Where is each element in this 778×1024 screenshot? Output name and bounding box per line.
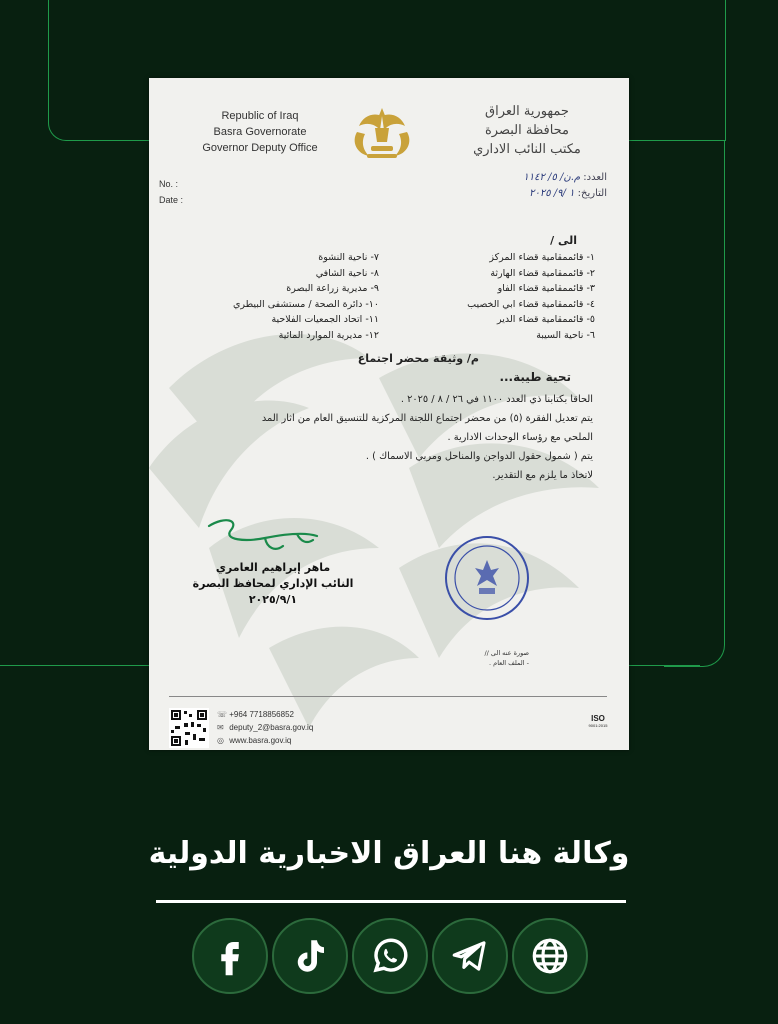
ar-date-label: التاريخ: bbox=[577, 188, 607, 199]
letter-body bbox=[173, 390, 593, 485]
agency-underline bbox=[156, 900, 626, 903]
reference-arabic bbox=[523, 170, 607, 202]
globe-icon bbox=[529, 935, 571, 977]
ar-number-label: العدد: bbox=[583, 172, 607, 183]
official-letter bbox=[149, 78, 629, 750]
addressee-item: ١- قائممقامية قضاء المركز bbox=[489, 252, 595, 263]
email-icon: ✉ bbox=[217, 723, 224, 732]
whatsapp-icon bbox=[369, 935, 411, 977]
copy-to-note bbox=[484, 648, 529, 668]
addressee-item: ٥- قائممقامية قضاء الدير bbox=[497, 314, 595, 325]
copy-note-line: صورة عنه الى // bbox=[484, 649, 529, 657]
header-en-country: Republic of Iraq bbox=[221, 110, 299, 122]
addressee-item: ٤- قائممقامية قضاء ابي الخصيب bbox=[467, 298, 595, 310]
header-en-governorate: Basra Governorate bbox=[213, 126, 307, 138]
facebook-icon bbox=[209, 935, 251, 977]
header-en-office: Governor Deputy Office bbox=[202, 142, 318, 154]
qr-code-icon bbox=[169, 708, 209, 748]
signatory-title: النائب الإداري لمحافظ البصرة bbox=[192, 577, 354, 590]
tiktok-icon bbox=[289, 935, 331, 977]
ar-number-value: م.ن/ ٥/ ١١٤٢ bbox=[523, 172, 581, 183]
addressee-item: ٣- قائممقامية قضاء الفاو bbox=[497, 283, 595, 294]
addressee-list-right bbox=[395, 250, 595, 343]
signatory-name: ماهر إبراهيم العامري bbox=[215, 561, 331, 574]
letter-subject: م/ وثيقة محضر اجتماع bbox=[357, 352, 479, 365]
footer-divider bbox=[169, 696, 607, 697]
header-ar-country: جمهورية العراق bbox=[485, 104, 569, 119]
addressee-item: ١٠- دائرة الصحة / مستشفى البيطري bbox=[232, 298, 379, 310]
contact-email: deputy_2@basra.gov.iq bbox=[229, 723, 314, 732]
body-line: الملحي مع رؤساء الوحدات الادارية . bbox=[447, 432, 593, 443]
official-stamp bbox=[443, 534, 531, 622]
telegram-icon bbox=[449, 935, 491, 977]
body-line: يتم تعديل الفقرة (٥) من محضر اجتماع اللجنة المركزية للتنسيق العام من اثار المد bbox=[261, 413, 593, 424]
header-ar-office: مكتب النائب الاداري bbox=[473, 142, 581, 157]
addressee-item: ٧- ناحية النشوة bbox=[318, 252, 379, 263]
phone-icon: ☏ bbox=[217, 710, 228, 719]
to-label: الى / bbox=[550, 234, 577, 247]
addressee-item: ٨- ناحية الشافي bbox=[315, 267, 379, 279]
addressee-item: ٢- قائممقامية قضاء الهارثة bbox=[490, 267, 595, 279]
signature-date: ٢٠٢٥/٩/١ bbox=[248, 593, 298, 606]
header-arabic bbox=[447, 102, 607, 159]
contact-website: www.basra.gov.iq bbox=[229, 736, 292, 745]
tiktok-link[interactable] bbox=[272, 918, 348, 994]
addressee-item: ١٢- مديرية الموارد المائية bbox=[278, 329, 379, 341]
iso-label: ISO bbox=[591, 714, 605, 723]
iso-badge bbox=[583, 714, 613, 728]
facebook-link[interactable] bbox=[192, 918, 268, 994]
telegram-link[interactable] bbox=[432, 918, 508, 994]
letter-greeting: تحية طيبة... bbox=[499, 370, 571, 384]
body-line: الحاقا بكتابنا ذي العدد ١١٠٠ في ٢٦ / ٨ / ٢٠٢٥ . bbox=[400, 394, 593, 405]
agency-name: وكالة هنا العراق الاخبارية الدولية bbox=[148, 836, 630, 871]
reference-english bbox=[159, 176, 183, 208]
eagle-emblem-icon bbox=[347, 102, 417, 164]
addressee-item: ٦- ناحية السيبة bbox=[536, 329, 595, 341]
iso-standard: 9001:2015 bbox=[588, 723, 608, 728]
addressee-item: ٩- مديرية زراعة البصرة bbox=[286, 283, 379, 294]
handwritten-signature bbox=[205, 512, 325, 562]
header-english bbox=[175, 108, 345, 156]
web-icon: ◎ bbox=[217, 736, 224, 745]
header-ar-governorate: محافظة البصرة bbox=[484, 123, 570, 138]
signature-block bbox=[183, 560, 363, 608]
website-link[interactable] bbox=[512, 918, 588, 994]
number-label: No. : bbox=[159, 179, 179, 189]
contact-info bbox=[217, 708, 313, 747]
whatsapp-link[interactable] bbox=[352, 918, 428, 994]
body-line: لاتخاذ ما يلزم مع التقدير. bbox=[492, 470, 593, 481]
frame-line-right bbox=[664, 140, 725, 667]
copy-note-line: - الملف العام . bbox=[489, 659, 529, 667]
contact-phone: +964 7718856852 bbox=[229, 710, 294, 719]
body-line: يتم ( شمول حقول الدواجن والمناحل ومربي الاسماك ) . bbox=[365, 451, 593, 462]
addressee-item: ١١- اتحاد الجمعيات الفلاحية bbox=[271, 314, 379, 325]
date-label: Date : bbox=[159, 195, 184, 205]
addressee-list-left bbox=[179, 250, 379, 343]
ar-date-value: ١ /٩/ ٢٠٢٥ bbox=[529, 188, 575, 199]
